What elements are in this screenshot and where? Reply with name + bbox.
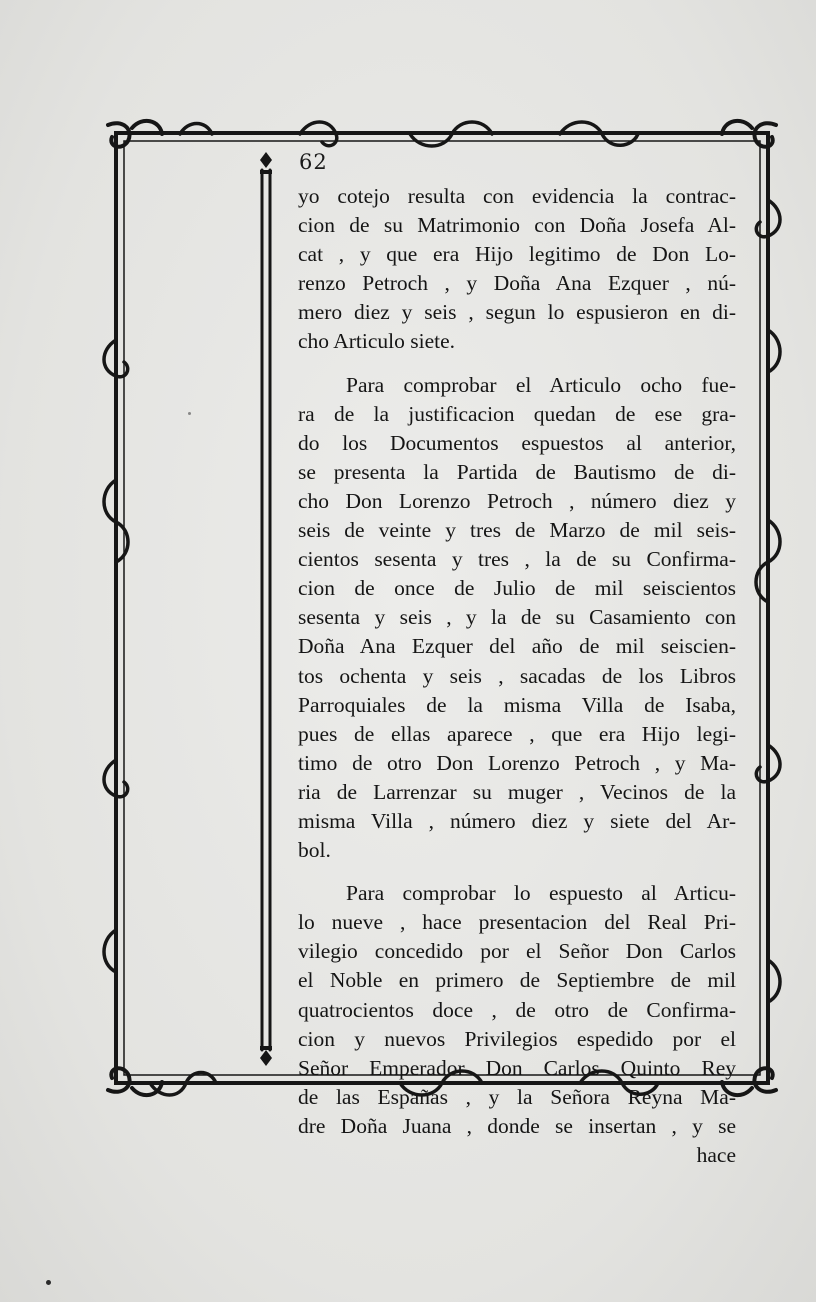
paper-speck: [46, 1280, 51, 1285]
text-line: Doña Ana Ezquer del año de mil seiscien-: [298, 634, 736, 659]
body-text: [298, 182, 736, 1170]
text-line: bol.: [298, 838, 331, 863]
column-finial-bottom: [260, 1046, 272, 1066]
text-line: misma Villa , número diez y siete del Ar-: [298, 808, 736, 833]
page-number: 62: [299, 150, 328, 174]
column-finial-top: [260, 152, 272, 174]
text-line: cientos sesenta y tres , la de su Confirma-: [298, 547, 736, 572]
paper-speck: [188, 412, 191, 415]
text-line: cion de su Matrimonio con Doña Josefa Al-: [298, 213, 736, 238]
text-line: cho Don Lorenzo Petroch , número diez y: [298, 488, 736, 513]
paragraph: [298, 371, 736, 866]
text-line: se presenta la Partida de Bautismo de di-: [298, 459, 736, 484]
text-line: quatrocientos doce , de otro de Confirma-: [298, 997, 736, 1022]
text-line: lo nueve , hace presentacion del Real Pri-: [298, 910, 736, 935]
text-line: dre Doña Juana , donde se insertan , y se: [298, 1113, 736, 1138]
text-line: seis de veinte y tres de Marzo de mil seis-: [298, 518, 736, 543]
text-line: vilegio concedido por el Señor Don Carlos: [298, 939, 736, 964]
paragraph: [298, 879, 736, 1141]
text-line: mero diez y seis , segun lo espusieron en di-: [298, 300, 736, 325]
text-line: ra de la justificacion quedan de ese gra-: [298, 401, 736, 426]
text-line: do los Documentos espuestos al anterior,: [298, 430, 736, 455]
text-line: Para comprobar el Articulo ocho fue-: [346, 372, 736, 397]
text-line: Para comprobar lo espuesto al Articu-: [346, 881, 736, 906]
text-line: Señor Emperador Don Carlos Quinto Rey: [298, 1055, 736, 1080]
paragraph: [298, 182, 736, 357]
text-line: de las Españas , y la Señora Reyna Ma-: [298, 1084, 736, 1109]
text-line: cion y nuevos Privilegios espedido por el: [298, 1026, 736, 1051]
text-line: Parroquiales de la misma Villa de Isaba,: [298, 692, 736, 717]
text-line: renzo Petroch , y Doña Ana Ezquer , nú-: [298, 271, 736, 296]
text-line: cat , y que era Hijo legitimo de Don Lo-: [298, 242, 736, 267]
text-line: el Noble en primero de Septiembre de mil: [298, 968, 736, 993]
text-line: pues de ellas aparece , que era Hijo legi-: [298, 721, 736, 746]
text-line: sesenta y seis , y la de su Casamiento con: [298, 605, 736, 630]
text-line: cion de once de Julio de mil seiscientos: [298, 576, 736, 601]
text-line: ria de Larrenzar su muger , Vecinos de la: [298, 779, 736, 804]
catchword: hace: [696, 1143, 736, 1167]
text-line: tos ochenta y seis , sacadas de los Libros: [298, 663, 736, 688]
text-line: yo cotejo resulta con evidencia la contrac-: [298, 184, 736, 208]
text-line: timo de otro Don Lorenzo Petroch , y Ma-: [298, 750, 736, 775]
text-line: cho Articulo siete.: [298, 329, 456, 354]
